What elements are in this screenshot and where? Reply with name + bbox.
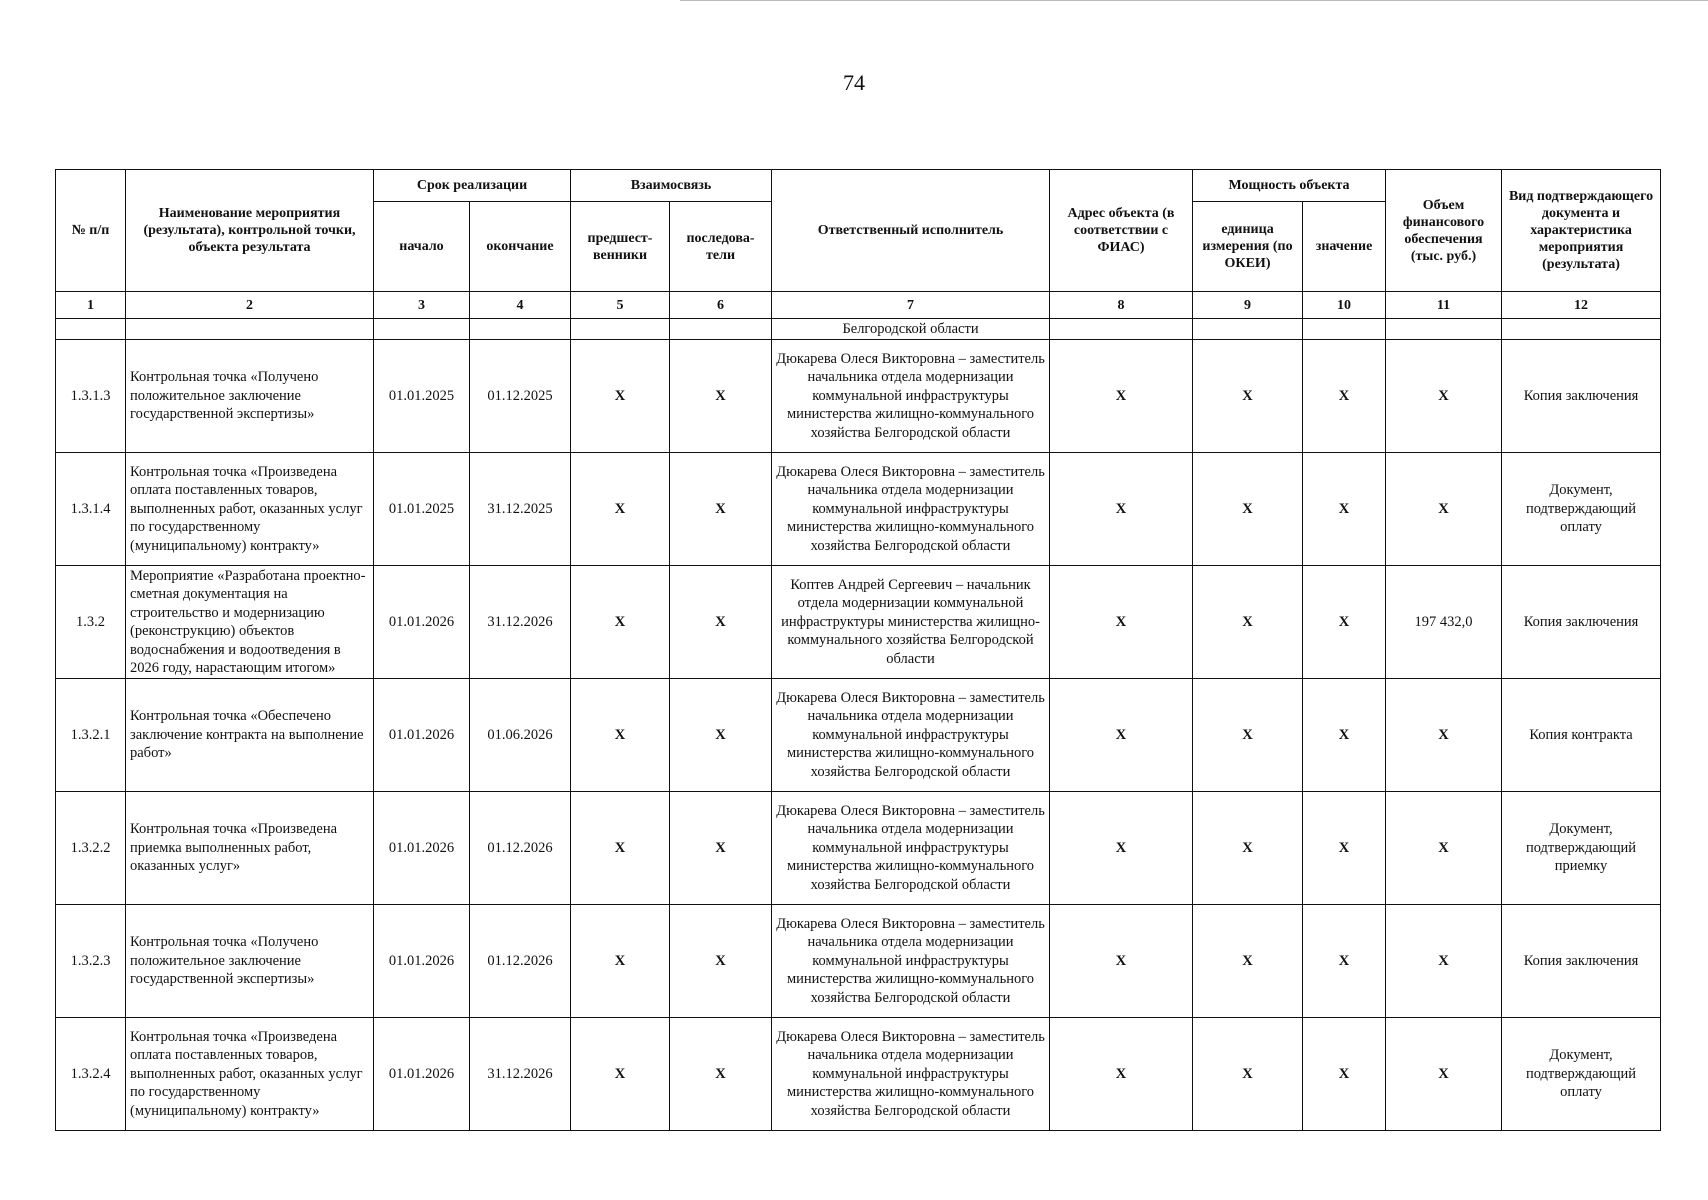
header-address: Адрес объекта (в соответствии с ФИАС) [1050,170,1193,292]
row-succ: X [670,566,772,679]
row-value: X [1303,566,1386,679]
row-end: 31.12.2025 [470,453,571,566]
table-row [56,340,1661,453]
row-value: X [1303,905,1386,1018]
row-num: 1.3.1.4 [56,453,126,566]
col-number: 10 [1303,292,1386,319]
header-term-end: окончание [470,202,571,292]
row-unit: X [1193,566,1303,679]
row-doc: Документ, подтверждающий оплату [1502,453,1661,566]
row-unit: X [1193,905,1303,1018]
row-name: Мероприятие «Разработана проектно-сметная документация на строительство и модернизацию (реконструкцию) объектов водоснабжения и водоотведения в 2026 году, нарастающим итогом» [126,566,374,679]
row-executor: Дюкарева Олеся Викторовна – заместитель начальника отдела модернизации коммунальной инфраструктуры министерства жилищно-коммунального хозяйства Белгородской области [772,905,1050,1018]
row-start: 01.01.2025 [374,340,470,453]
row-pred: X [571,453,670,566]
row-executor: Дюкарева Олеся Викторовна – заместитель начальника отдела модернизации коммунальной инфраструктуры министерства жилищно-коммунального хозяйства Белгородской области [772,1018,1050,1131]
row-unit: X [1193,340,1303,453]
row-end: 01.06.2026 [470,679,571,792]
row-start: 01.01.2026 [374,792,470,905]
header-link: Взаимосвязь [571,170,772,202]
row-name: Контрольная точка «Получено положительное заключение государственной экспертизы» [126,340,374,453]
row-end: 01.12.2026 [470,905,571,1018]
row-name: Контрольная точка «Получено положительное заключение государственной экспертизы» [126,905,374,1018]
row-executor: Коптев Андрей Сергеевич – начальник отдела модернизации коммунальной инфраструктуры министерства жилищно-коммунального хозяйства Белгородской области [772,566,1050,679]
header-capacity: Мощность объекта [1193,170,1386,202]
col-number: 12 [1502,292,1661,319]
row-finance: X [1386,792,1502,905]
header-link-pred: предшест-венники [571,202,670,292]
table-row [56,566,1661,679]
header-num: № п/п [56,170,126,292]
row-doc: Копия контракта [1502,679,1661,792]
row-end: 31.12.2026 [470,1018,571,1131]
row-name: Контрольная точка «Произведена приемка выполненных работ, оказанных услуг» [126,792,374,905]
table-row [56,453,1661,566]
row-unit: X [1193,679,1303,792]
row-start: 01.01.2026 [374,1018,470,1131]
row-succ: X [670,453,772,566]
col-number: 2 [126,292,374,319]
row-name: Контрольная точка «Обеспечено заключение контракта на выполнение работ» [126,679,374,792]
row-executor: Дюкарева Олеся Викторовна – заместитель начальника отдела модернизации коммунальной инфраструктуры министерства жилищно-коммунального хозяйства Белгородской области [772,453,1050,566]
row-num: 1.3.1.3 [56,340,126,453]
row-doc: Копия заключения [1502,905,1661,1018]
header-value: значение [1303,202,1386,292]
row-doc: Документ, подтверждающий приемку [1502,792,1661,905]
row-value: X [1303,453,1386,566]
row-unit: X [1193,1018,1303,1131]
row-num: 1.3.2.2 [56,792,126,905]
row-end: 01.12.2026 [470,792,571,905]
col-number: 7 [772,292,1050,319]
row-start: 01.01.2026 [374,905,470,1018]
col-number: 5 [571,292,670,319]
header-unit: единица измерения (по ОКЕИ) [1193,202,1303,292]
col-number: 1 [56,292,126,319]
row-value: X [1303,792,1386,905]
header-finance: Объем финансового обеспечения (тыс. руб.) [1386,170,1502,292]
row-finance: 197 432,0 [1386,566,1502,679]
column-numbers-row [56,292,1661,319]
scan-edge-line [680,0,1708,1]
row-succ: X [670,679,772,792]
row-start: 01.01.2025 [374,453,470,566]
row-doc: Документ, подтверждающий оплату [1502,1018,1661,1131]
row-address: X [1050,679,1193,792]
row-address: X [1050,792,1193,905]
header-executor: Ответственный исполнитель [772,170,1050,292]
row-name: Контрольная точка «Произведена оплата поставленных товаров, выполненных работ, оказанных услуг по государственному (муниципальному) контракту» [126,1018,374,1131]
row-finance: X [1386,453,1502,566]
row-succ: X [670,905,772,1018]
row-start: 01.01.2026 [374,679,470,792]
col-number: 3 [374,292,470,319]
table-row [56,905,1661,1018]
row-succ: X [670,340,772,453]
col-number: 8 [1050,292,1193,319]
row-finance: X [1386,905,1502,1018]
col-number: 9 [1193,292,1303,319]
continuation-executor: Белгородской области [772,319,1050,340]
row-pred: X [571,566,670,679]
row-address: X [1050,566,1193,679]
row-pred: X [571,340,670,453]
row-finance: X [1386,679,1502,792]
row-start: 01.01.2026 [374,566,470,679]
header-term-start: начало [374,202,470,292]
page-number: 74 [843,70,865,95]
row-succ: X [670,792,772,905]
continuation-row [56,319,1661,340]
row-executor: Дюкарева Олеся Викторовна – заместитель начальника отдела модернизации коммунальной инфраструктуры министерства жилищно-коммунального хозяйства Белгородской области [772,792,1050,905]
table-row [56,679,1661,792]
header-doc: Вид подтверждающего документа и характеристика мероприятия (результата) [1502,170,1661,292]
col-number: 6 [670,292,772,319]
row-unit: X [1193,453,1303,566]
row-succ: X [670,1018,772,1131]
row-address: X [1050,340,1193,453]
row-end: 01.12.2025 [470,340,571,453]
row-pred: X [571,792,670,905]
header-term: Срок реализации [374,170,571,202]
row-num: 1.3.2.3 [56,905,126,1018]
row-executor: Дюкарева Олеся Викторовна – заместитель начальника отдела модернизации коммунальной инфраструктуры министерства жилищно-коммунального хозяйства Белгородской области [772,679,1050,792]
row-end: 31.12.2026 [470,566,571,679]
table-row [56,792,1661,905]
row-num: 1.3.2 [56,566,126,679]
row-executor: Дюкарева Олеся Викторовна – заместитель начальника отдела модернизации коммунальной инфраструктуры министерства жилищно-коммунального хозяйства Белгородской области [772,340,1050,453]
row-pred: X [571,679,670,792]
row-doc: Копия заключения [1502,340,1661,453]
table-row [56,1018,1661,1131]
header-name: Наименование мероприятия (результата), контрольной точки, объекта результата [126,170,374,292]
row-unit: X [1193,792,1303,905]
row-address: X [1050,1018,1193,1131]
row-name: Контрольная точка «Произведена оплата поставленных товаров, выполненных работ, оказанных услуг по государственному (муниципальному) контракту» [126,453,374,566]
row-pred: X [571,1018,670,1131]
row-address: X [1050,453,1193,566]
row-doc: Копия заключения [1502,566,1661,679]
row-finance: X [1386,1018,1502,1131]
row-num: 1.3.2.1 [56,679,126,792]
col-number: 4 [470,292,571,319]
header-link-succ: последова-тели [670,202,772,292]
row-num: 1.3.2.4 [56,1018,126,1131]
row-value: X [1303,679,1386,792]
col-number: 11 [1386,292,1502,319]
plan-table [55,169,1661,1131]
row-pred: X [571,905,670,1018]
row-finance: X [1386,340,1502,453]
row-address: X [1050,905,1193,1018]
row-value: X [1303,1018,1386,1131]
row-value: X [1303,340,1386,453]
